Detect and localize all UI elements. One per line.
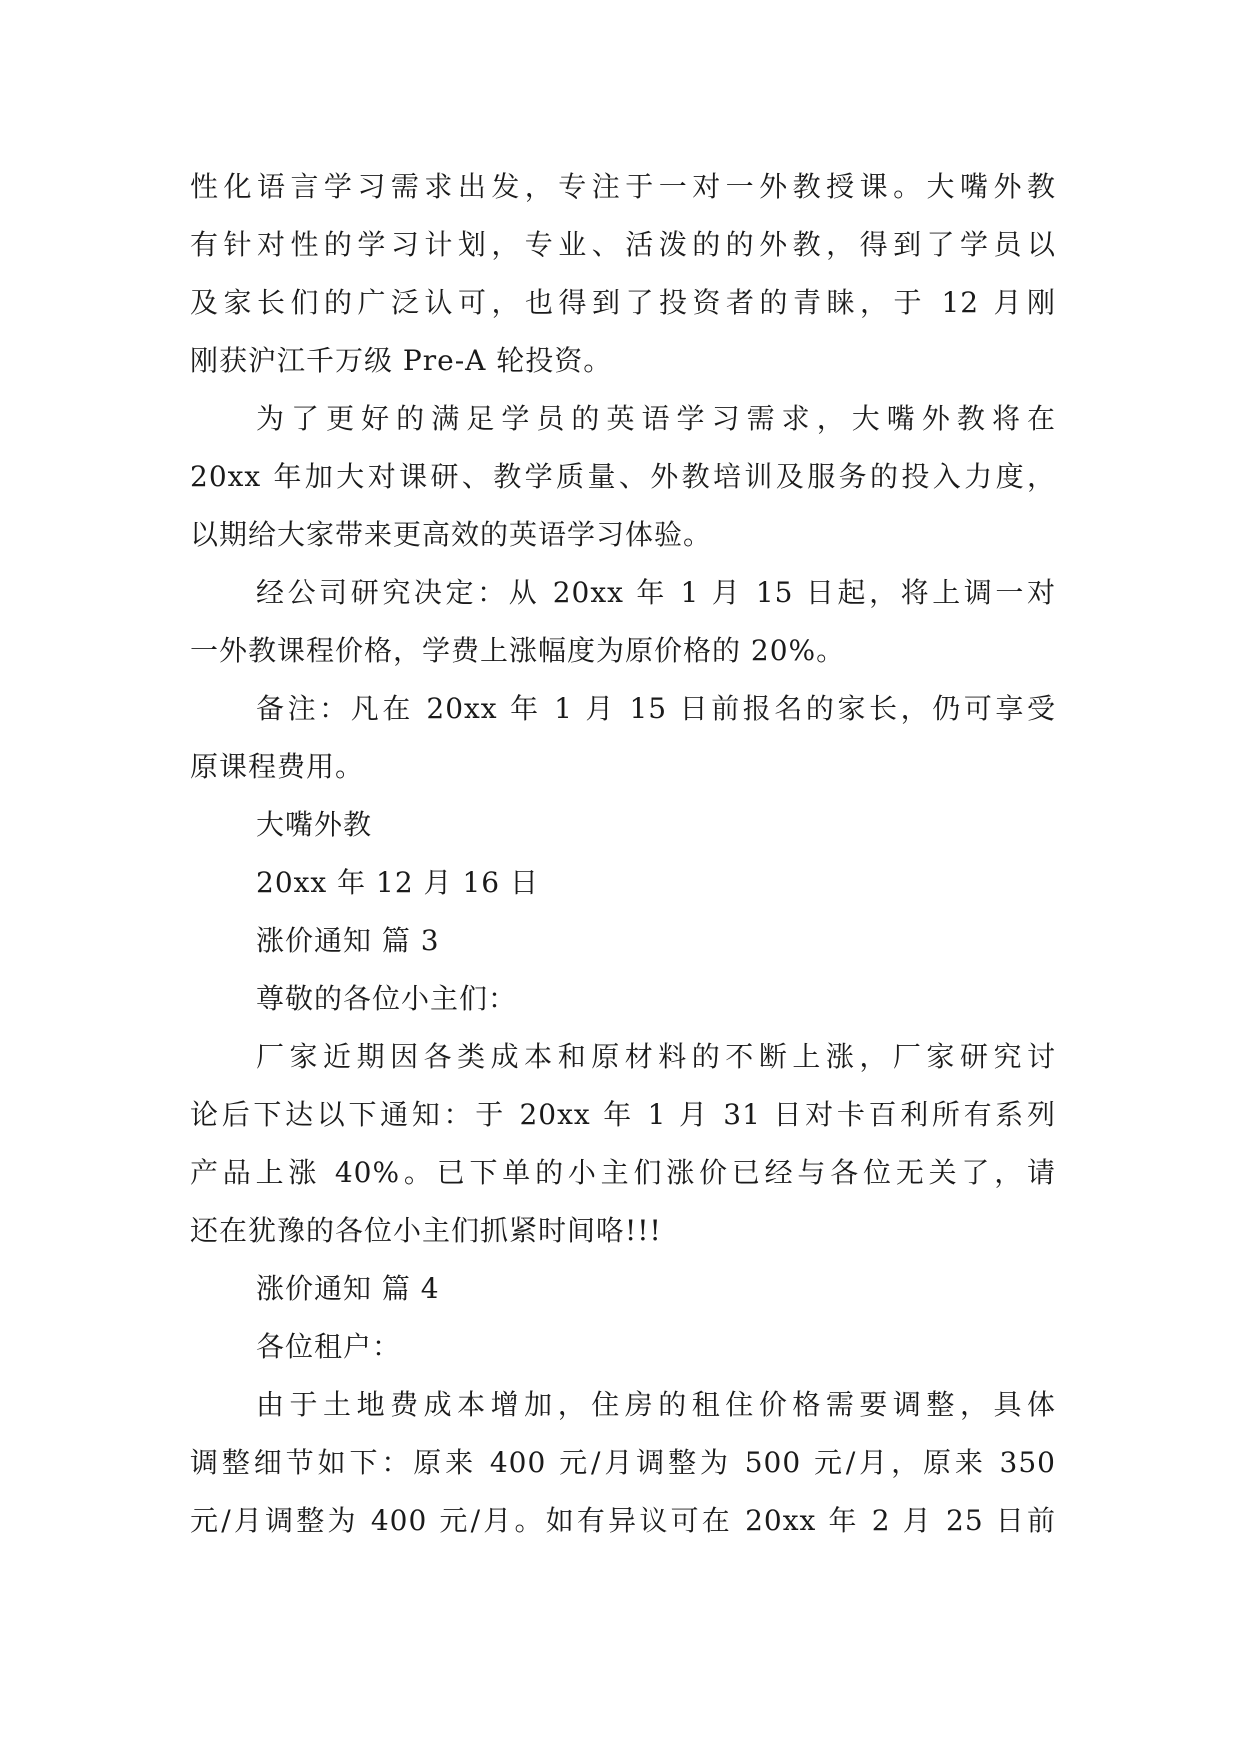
text-line: 性化语言学习需求出发，专注于一对一外教授课。大嘴外教 bbox=[190, 170, 1056, 203]
signature-date: 20xx 年 12 月 16 日 bbox=[256, 866, 539, 899]
paragraph-first-line: 由于土地费成本增加，住房的租住价格需要调整，具体 bbox=[256, 1388, 1056, 1421]
note-line: 备注：凡在 20xx 年 1 月 15 日前报名的家长，仍可享受 bbox=[256, 692, 1056, 725]
document-body bbox=[190, 158, 1056, 1550]
text-line: 论后下达以下通知：于 20xx 年 1 月 31 日对卡百利所有系列 bbox=[190, 1098, 1056, 1131]
text-line: 原课程费用。 bbox=[190, 750, 365, 783]
paragraph-first-line: 经公司研究决定：从 20xx 年 1 月 15 日起，将上调一对 bbox=[256, 576, 1056, 609]
text-line: 及家长们的广泛认可，也得到了投资者的青睐，于 12 月刚 bbox=[190, 286, 1056, 319]
salutation: 尊敬的各位小主们： bbox=[256, 982, 518, 1015]
text-line: 产品上涨 40%。已下单的小主们涨价已经与各位无关了，请 bbox=[190, 1156, 1056, 1189]
salutation: 各位租户： bbox=[256, 1330, 402, 1363]
text-line: 调整细节如下：原来 400 元/月调整为 500 元/月，原来 350 bbox=[190, 1446, 1056, 1479]
text-line: 以期给大家带来更高效的英语学习体验。 bbox=[190, 518, 713, 551]
paragraph-first-line: 为了更好的满足学员的英语学习需求，大嘴外教将在 bbox=[256, 402, 1056, 435]
paragraph-first-line: 厂家近期因各类成本和原材料的不断上涨，厂家研究讨 bbox=[256, 1040, 1056, 1073]
text-line: 元/月调整为 400 元/月。如有异议可在 20xx 年 2 月 25 日前 bbox=[190, 1504, 1056, 1537]
text-line: 还在犹豫的各位小主们抓紧时间咯!!! bbox=[190, 1214, 662, 1247]
text-line: 一外教课程价格，学费上涨幅度为原价格的 20%。 bbox=[190, 634, 846, 667]
text-line: 20xx 年加大对课研、教学质量、外教培训及服务的投入力度， bbox=[190, 460, 1056, 493]
section-heading: 涨价通知 篇 3 bbox=[256, 924, 440, 957]
text-line: 刚获沪江千万级 Pre-A 轮投资。 bbox=[190, 344, 613, 377]
section-heading: 涨价通知 篇 4 bbox=[256, 1272, 440, 1305]
text-line: 有针对性的学习计划，专业、活泼的的外教，得到了学员以 bbox=[190, 228, 1056, 261]
signature-name: 大嘴外教 bbox=[256, 808, 373, 841]
